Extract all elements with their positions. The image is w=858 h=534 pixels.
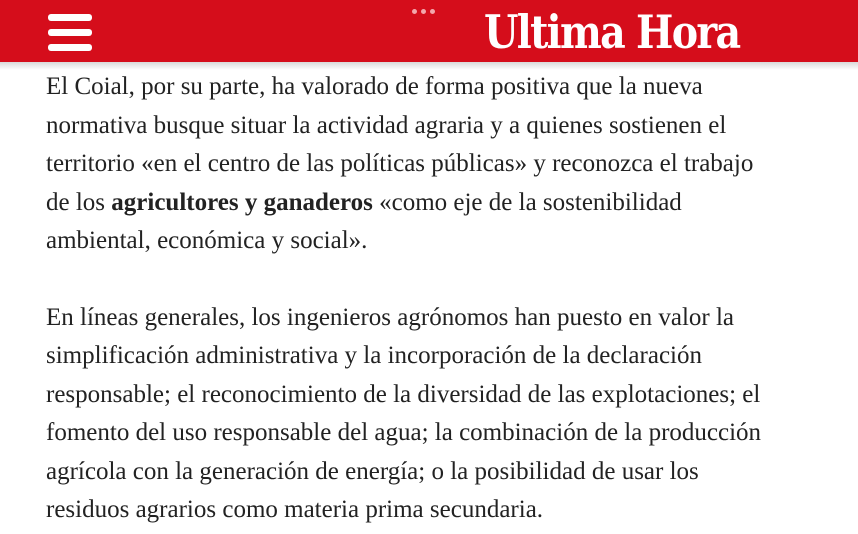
- menu-bar-top: [48, 14, 92, 21]
- bold-keyword: agricultores y ganaderos: [111, 188, 373, 216]
- paragraph-line: normativa busque situar la actividad agraria y a quienes sostienen el: [46, 111, 727, 139]
- paragraph-line: fomento del uso responsable del agua; la combinación de la producción: [46, 419, 762, 446]
- paragraph-line: [46, 184, 846, 223]
- paragraph-line: simplificación administrativa y la incorporación de la declaración: [46, 342, 702, 369]
- menu-bar-middle: [48, 29, 92, 36]
- paragraph-line: territorio «en el centro de las políticas públicas» y reconozca el trabajo: [46, 150, 754, 177]
- paragraph-line: residuos agrarios como materia prima secundaria.: [46, 496, 544, 523]
- paragraph-spacer: [46, 261, 846, 299]
- article-paragraph-1: [46, 68, 846, 261]
- text-segment: «como eje de la sostenibilidad: [372, 188, 682, 216]
- article-body: [46, 68, 846, 530]
- hamburger-menu-icon[interactable]: [40, 8, 96, 56]
- article-paragraph-2: [46, 299, 846, 530]
- paragraph-line: agrícola con la generación de energía; o la posibilidad de usar los: [46, 457, 699, 485]
- paragraph-line: responsable; el reconocimiento de la diversidad de las explotaciones; el: [46, 380, 761, 408]
- more-dots-icon: [408, 7, 442, 17]
- text-segment: de los: [46, 188, 112, 216]
- paragraph-line: En líneas generales, los ingenieros agrónomos han puesto en valor la: [46, 303, 735, 331]
- paragraph-line: ambiental, económica y social».: [46, 227, 368, 254]
- menu-bar-bottom: [48, 44, 92, 51]
- site-header: [0, 0, 858, 62]
- site-logo[interactable]: Ultima Hora: [484, 5, 740, 59]
- paragraph-line: El Coial, por su parte, ha valorado de forma positiva que la nueva: [46, 73, 703, 100]
